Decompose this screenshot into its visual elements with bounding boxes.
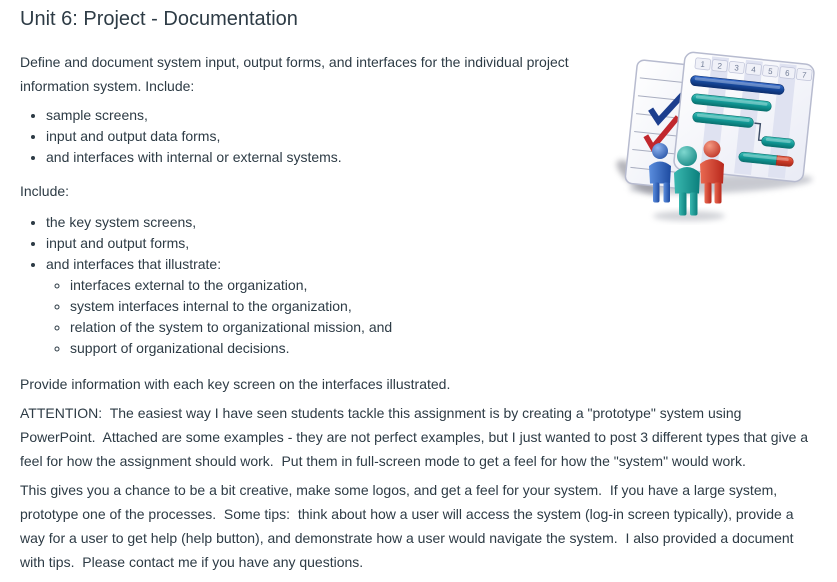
gantt-number: 7 bbox=[801, 70, 807, 80]
gantt-number: 6 bbox=[784, 68, 790, 78]
gantt-number: 1 bbox=[700, 59, 706, 70]
intro-paragraph: Define and document system input, output forms, and interfaces for the individual project information system. Include: bbox=[20, 54, 573, 94]
gantt-number: 3 bbox=[733, 63, 740, 73]
provide-paragraph: Provide information with each key screen on the interfaces illustrated. bbox=[20, 376, 451, 392]
list-item: • the key system screens, bbox=[46, 212, 817, 233]
people-figures bbox=[649, 141, 724, 216]
project-planning-illustration bbox=[603, 50, 817, 228]
list-item bbox=[46, 254, 817, 359]
list-item: • sample screens, bbox=[46, 105, 817, 126]
gantt-number: 5 bbox=[767, 66, 774, 77]
include-list bbox=[20, 212, 817, 359]
attention-paragraph: ATTENTION: The easiest way I have seen students tackle this assignment is by creating a "prototype" system using PowerPoint. Attached are some examples - they are not perfect examples, but I just wanted to post 3 different types that give a feel for how the assignment should work. Put them in full-screen mode to get a feel for how the "system" would work. bbox=[20, 405, 812, 469]
list-item-label: and interfaces that illustrate: bbox=[46, 256, 222, 272]
person-teal bbox=[674, 146, 700, 216]
list-item: • input and output forms, bbox=[46, 233, 817, 254]
sublist-item: ◦ system interfaces internal to the organization, bbox=[70, 296, 817, 317]
list-item: • and interfaces with internal or external systems. bbox=[46, 147, 817, 168]
sublist-item: ◦ relation of the system to organizational mission, and bbox=[70, 317, 817, 338]
gantt-bar-5-red bbox=[776, 156, 794, 167]
sublist-item: ◦ interfaces external to the organization, bbox=[70, 275, 817, 296]
include-label: Include: bbox=[20, 183, 70, 199]
gantt-clipart-icon bbox=[603, 50, 817, 228]
person-red bbox=[700, 141, 724, 204]
gantt-number: 2 bbox=[716, 61, 723, 71]
interfaces-sublist bbox=[46, 275, 817, 359]
page-content bbox=[20, 50, 817, 574]
list-item: • input and output data forms, bbox=[46, 126, 817, 147]
gantt-board bbox=[673, 52, 815, 183]
closing-paragraph: This gives you a chance to be a bit creative, make some logos, and get a feel for your system. If you have a large system, prototype one of the processes. Some tips: think about how a user will access the system (log-in screen typically), provide a way for a user to get help (help button), and demonstrate how a user would navigate the system. I also provided a document with tips. Please contact me if you have any questions. bbox=[20, 482, 798, 570]
gantt-number: 4 bbox=[750, 65, 757, 75]
sublist-item: ◦ support of organizational decisions. bbox=[70, 338, 817, 359]
page-title: Unit 6: Project - Documentation bbox=[20, 8, 298, 30]
